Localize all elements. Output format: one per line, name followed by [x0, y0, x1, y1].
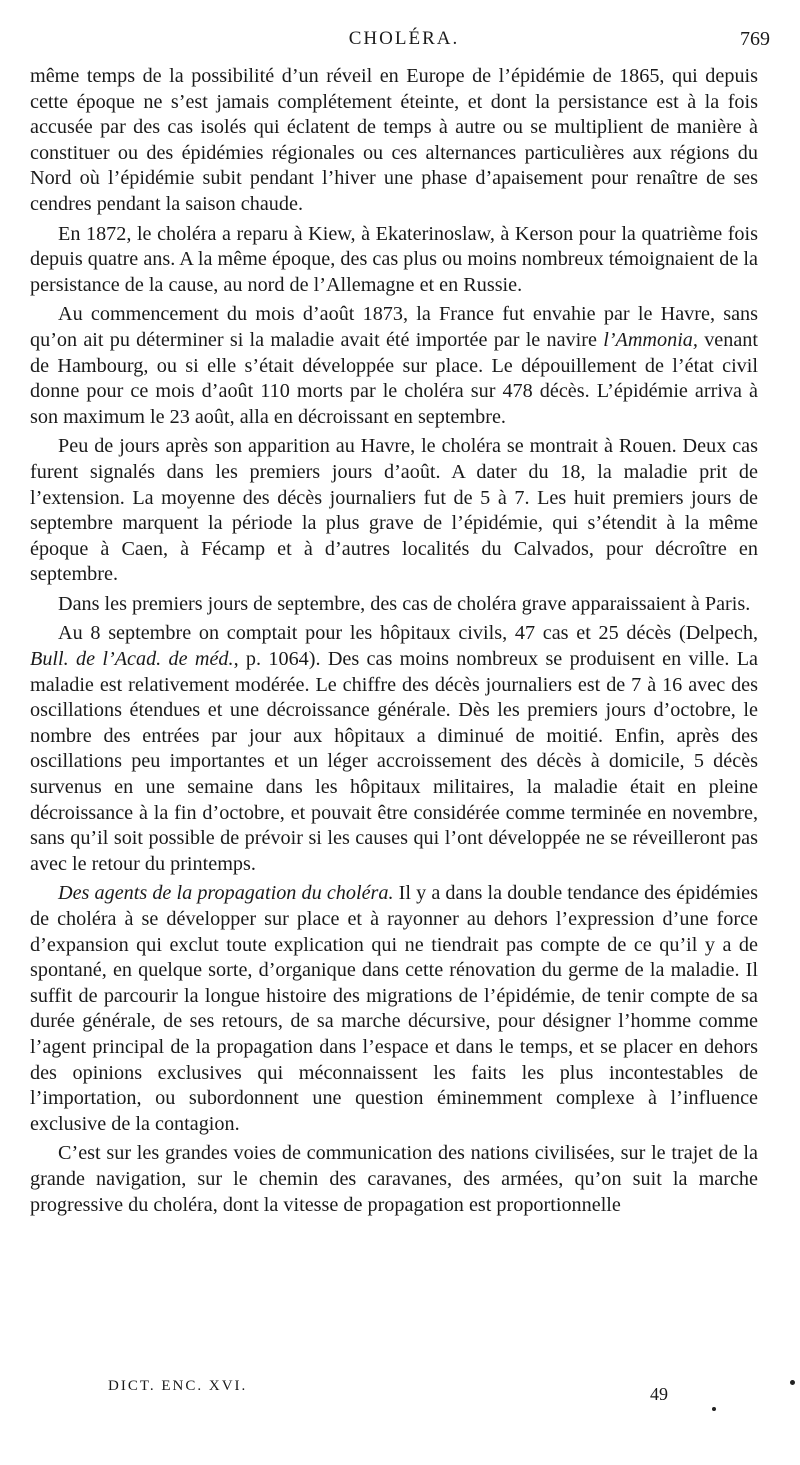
paragraph	[30, 222, 758, 299]
paragraph	[30, 592, 758, 618]
ink-speck	[790, 1380, 795, 1385]
paragraph-text: même temps de la possibilité d’un réveil en Europe de l’épidémie de 1865, qui depuis cette époque ne s’est jamais complétement éteinte, et dont la persistance est à la fois accusée par des cas isolés qui éclatent de temps à autre ou se multiplient de manière à constituer ou des épidémies régionales ou ces alternances particulières aux régions du Nord où l’épidémie subit pendant l’hiver une phase d’apaisement pour renaître de ses cendres pendant la saison chaude.	[30, 65, 758, 215]
paragraph-text: Dans les premiers jours de septembre, des cas de choléra grave apparaissaient à Paris.	[58, 592, 751, 615]
paragraph-text: C’est sur les grandes voies de communication des nations civilisées, sur le trajet de la grande navigation, sur le chemin des caravanes, des armées, qu’on suit la marche progressive du choléra, dont la vitesse de propagation est proportionnelle	[30, 1142, 758, 1216]
paragraph	[30, 434, 758, 588]
italic-text: Des agents de la propagation du choléra.	[58, 882, 394, 905]
paragraph	[30, 621, 758, 877]
signature-number: 49	[650, 1384, 668, 1404]
paragraph-text: Au 8 septembre on comptait pour les hôpitaux civils, 47 cas et 25 décès (Delpech,	[58, 622, 758, 645]
paragraph	[30, 64, 758, 218]
paragraph-text: Au commencement du mois d’août 1873, la France fut envahie par le Havre, sans qu’on ait pu déterminer si la maladie avait été importée par le navire	[30, 303, 758, 351]
paragraph-text: En 1872, le choléra a reparu à Kiew, à Ekaterinoslaw, à Kerson pour la quatrième fois depuis quatre ans. A la même époque, des cas plus ou moins nombreux témoignaient de la persistance de la cause, au nord de l’Allemagne et en Russie.	[30, 222, 758, 296]
paragraph	[30, 881, 758, 1137]
italic-text: Bull. de l’Acad. de méd.	[30, 648, 234, 671]
paragraph-text: , p. 1064). Des cas moins nombreux se produisent en ville. La maladie est relativement modérée. Le chiffre des décès journaliers est de 7 à 16 avec des oscillations étendues et une décroissance générale. Dès les premiers jours d’octobre, le nombre des entrées par jour aux hôpitaux a diminué de moitié. Enfin, après des oscillations peu importantes et un léger accroissement des décès à domicile, 5 décès survenus en une semaine dans les hôpitaux militaires, la maladie était en pleine décroissance à la fin d’octobre, et pouvait être considérée comme terminée en novembre, sans qu’il soit possible de prévoir si les causes qui l’ont développée ne se réveilleront pas avec le retour du printemps.	[30, 648, 758, 875]
signature-mark: DICT. ENC. XVI.	[108, 1378, 248, 1394]
paragraph-text: Peu de jours après son apparition au Havre, le choléra se montrait à Rouen. Deux cas furent signalés dans les premiers jours d’août. A dater du 18, la maladie prit de l’extension. La moyenne des décès journaliers fut de 5 à 7. Les huit premiers jours de septembre marquent la période la plus grave de l’épidémie, qui s’étendit à la même époque à Caen, à Fécamp et à d’autres localités du Calvados, pour décroître en septembre.	[30, 435, 758, 586]
page-footer	[30, 1378, 778, 1418]
ink-speck	[712, 1407, 716, 1411]
body-text	[30, 64, 758, 1222]
running-head	[30, 28, 778, 58]
italic-text: l’Ammonia,	[603, 328, 698, 351]
paragraph-text: Il y a dans la double tendance des épidémies de choléra à se développer sur place et à rayonner au dehors l’expression d’une force d’expansion qui exclut toute explication qui ne tiendrait pas compte de ce qu’il y a de spontané, en quelque sorte, d’organique dans cette rénovation du germe de la maladie. Il suffit de parcourir la longue histoire des migrations de l’épidémie, de tenir compte de sa durée générale, de ses retours, de sa marche décursive, pour désigner l’homme comme l’agent principal de la propagation dans l’espace et dans le temps, et se placer en dehors des opinions exclusives qui méconnaissent les faits les plus incontestables de l’importation, ou subordonnent une question éminemment complexe à l’influence exclusive de la contagion.	[30, 882, 758, 1135]
running-title: CHOLÉRA.	[348, 28, 460, 49]
paragraph	[30, 302, 758, 430]
paragraph-text: venant de Hambourg, ou si elle s’était développée sur place. Le dépouillement de l’état civil donne pour ce mois d’août 110 morts par le choléra sur 478 décès. L’épidémie arriva à son maximum le 23 août, alla en décroissant en septembre.	[30, 328, 758, 428]
paragraph	[30, 1141, 758, 1218]
page-number: 769	[740, 28, 770, 50]
